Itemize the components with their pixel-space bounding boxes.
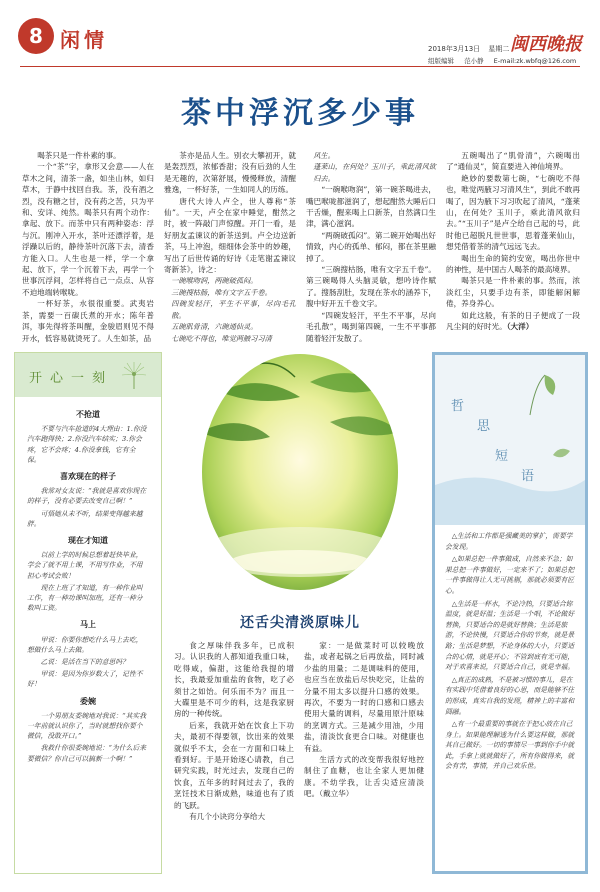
paragraph: “一碗喉吻润”，第一碗茶喝进去，嘴巴喉咙都滋润了，想起酣然大睡后口干舌燥，醒来喝上口新茶，自然满口生津，满心滋润。 [306,185,436,229]
poem-line: 一碗喉吻润，两碗破孤闷。 [171,276,258,286]
joke-heading: 马上 [80,620,96,630]
quote-item: △如果总把一件事做成，自然来不急；如果总把一件事做好，一定来不了；如果总把一件事做得让人无可挑剔，那就必须要有匠心。 [445,555,575,595]
philosophy-title-char: 短 [495,449,509,464]
section-name: 闲情 [60,28,108,52]
tea-leaf-illustration [200,352,400,592]
paragraph: 喝出生命的简约安宽，喝出你世中的神性，是中国古人喝茶的最高境界。 [446,253,580,275]
poem-block [306,150,436,184]
joke-text: 一个男朋友委婉地对我说：“其实我一年前就认识你了，当时就想找你要个微信，没敢开口。” [27,711,147,741]
paragraph: “两碗破孤闷”。第二碗开始喝出好情致，内心的孤单、郁闷，都在茶里融掉了。 [306,230,436,263]
paragraph: 茶亦是品人生。别衣大攀初开，就是轰烈烈，浓郁香甜；没有后劲的人生是无趣的，次第舒展，慢慢释放，清醒雅逸，一杯好茶，一生如同人的历练。 [164,151,296,195]
joke-text: 甲说：你要你想吃什么马上去吃，想做什么马上去做。 [27,635,143,654]
paragraph: 有几个小诀窍分享给大 [189,812,266,822]
pond-background-icon [435,355,585,525]
paper-logo: 闽西晚报 [510,34,582,55]
sub-article-author: （戴立华） [319,789,354,799]
editor-name: 范小静 [464,57,484,65]
paragraph: 喝茶只是一件朴素的事。 [37,151,121,160]
paragraph [304,754,424,800]
sub-article-col-2 [304,640,424,800]
joke-heading: 不抢道 [76,410,100,419]
main-article-col-2 [164,150,296,344]
article-author: （大洋） [506,322,534,332]
paragraph: “四碗发轻汗，平生不平事，尽向毛孔散”，喝到第四碗，一生不平事都随着轻汗发散了。 [306,310,436,343]
paragraph: 一杯好茶，水很很重要。武夷岩茶，需要一百碳氏煮的开水；陈年普洱，事先得将茶叫醒，金骏眉则见不得开水，低容易就烫死了。人生如茶，品 [22,299,154,343]
main-article-col-3 [306,150,436,344]
poem-line: 四碗发轻汗，平生不平事，尽向毛孔散。 [171,299,296,320]
humor-sidebar [14,352,162,874]
humor-sidebar-header [15,353,161,397]
humor-sidebar-body [15,397,161,772]
issue-date: 2018年3月13日 [428,45,481,53]
humor-sidebar-title: 开心一刻 [29,371,114,386]
philosophy-sidebar-header [435,355,585,525]
joke-text: 可悟她从未不听，结果变得越来越胖。 [27,509,143,528]
quote-item: △生活和工作都是强藏美的掌扩，需要学会发现。 [445,532,573,551]
poem-line: 五碗肌骨清，六碗通仙灵。 [171,322,258,332]
poem-block [164,275,296,343]
joke-heading: 委婉 [80,696,96,706]
paragraph: 食之厚味伴我多年，已成积习。认识我的人都知道我重口味，吃得咸，偏甜，这能给我提的增长，我最爱加重盐的食物，吃了必须甘之如饴。何乐而不为？而且一大碟里是不可少的料，这是我家厨房的一种传统。 [174,641,294,719]
joke-text: 以前上学的时候总想着赶快毕业，学会了就不用上课，不用写作业，不用担心考试会败！ [27,551,143,580]
joke-heading: 现在才知道 [68,536,108,546]
joke-text: 甲说：是因为你岁数大了，记性不好！ [27,670,143,689]
paragraph: 喝茶只是一件朴素的事。然而，浓淡红尘，只要手边有茶，即能解闲解倦，养身养心。 [446,276,580,309]
main-article-col-4 [446,150,580,333]
paragraph: 家：一是做菜时可以较晚放盐，或者起锅之后再放盐，同时减少盐的用量；二是调味料的使用，也应当在放盐后尽快吃完，让盐的分量不用太多以提升口感的效果。再次，不要为一时的口感和口感去使用大量的调料，尽量用原汁原味的烹调方式。三是减少用油，少用盐，清淡饮食更合口味。对健康也有益。 [304,641,424,753]
philosophy-title-char: 思 [477,419,491,434]
joke-text: 乙说：是活在当下的意思吗？ [40,658,129,667]
header-date-line [428,44,515,54]
paragraph [446,310,580,333]
paragraph: 五碗喝出了“肌骨清”，六碗喝出了“通仙灵”，简直要进入神仙境界。 [446,151,580,172]
philosophy-sidebar-body [435,525,585,780]
philosophy-title-char: 语 [521,469,535,484]
poem-line: 风生。 [313,151,335,160]
quote-item: △有一个最重要的事就在于把心放在自己身上。如果能理解透为什么要这样做，那就其自己做好。一切的事情尽一事到你手中就此，手拿上就就做好了，所有你做得来，就会有苦，事情，并自己欢乐世。 [445,720,575,771]
paragraph-text: 生活方式的改变帮我很好地控制住了血糖，也让全家人更加健康。不幼学我，让舌尖适应清淡吧。 [304,755,424,799]
paragraph: 絶妙的要数第七碗，“七碗吃不得也，唯觉两腋习习清风生”，到此不敢再喝了，因为腋下习习吹起了清风，“蓬莱山，在何处？玉川子，乘此清风欲归去。”“玉川子”是卢仝给自己起的号，此时他已超脱凡世世事，思着蓬莱仙山，想凭借着茶的清气远远飞去。 [446,173,580,252]
paragraph-text: 如此这般，有茶的日子便成了一段凡尘间的好时光。 [446,310,580,332]
poem-line: 蓬莱山，在何处？玉川子，乘此清风欲归去。 [313,162,436,183]
joke-text: 现在上班了才知道，有一种作业叫工作，有一种功课叫加班，还有一种分数叫工资。 [27,583,143,613]
joke-text: 不要与汽车抢道的4大理由：1.你没汽车跑得快；2.你没汽车结实；3.你会疼，它不会疼；4.你没拿钱，它有全保。 [27,425,147,464]
paragraph: 唐代大诗人卢仝，世人尊称“茶仙”。一天，卢仝在家中睡觉，酣然之时，被一阵敲门声惊醒。开门一看，是好朋友孟谏议的新茶送到。卢仝边送新茶，马上冲泡，细细体会茶中的妙趣，写出了后世传诵的好诗《走笔谢孟谏议寄新茶》，诗之： [164,196,296,275]
poem-line: 七碗吃不得也，唯觉两腋习习清 [171,333,272,343]
main-article-col-1 [22,150,154,344]
joke-text: 我救什你很委婉地说：“为什么后来要微信？你自己可以搞新一个啊！” [27,744,147,763]
quote-item: △真正的成熟，不是被习惯的事儿，是在有实践中凭借着良好的心思，而是能够不住的形成，真实自我的发现，精神上的丰富和圆融。 [445,675,575,716]
dandelion-icon [119,359,149,389]
philosophy-title-char: 哲 [451,399,465,414]
joke-heading: 喜欢现在的样子 [60,472,116,482]
paragraph: 后来，我就开始在饮食上下功夫，最初不得要领，饮出来的效果就似乎不太，会在一方面和口味上看到好。于是开始逐心请教，自己研究实践，时光过去，发现自己的饮食，五年多的时间过去了，我的烹饪技术日渐成熟，味道也有了质的飞跃。 [174,720,294,810]
page-number: 8 [18,18,54,54]
sub-article-title: 还舌尖清淡原味儿 [240,615,360,631]
poem-line: 三碗搜枯肠，唯有文字五千卷。 [171,287,272,297]
joke-text: 我常对女友说：“我就是喜欢你现在的样子，没有必要去改变自己啊！” [27,487,147,506]
paragraph: 一个“茶”字，拿形又会意——人在草木之间，清茶一盏，如坐山林，如归草木，于静中找回自我。茶，没有酒之烈，没有糖之甘，没有药之苦，只为平和、安详、纯然。喝茶只有两个动作：拿起、放下。而茶中只有两种姿态：浮与沉。刚冲入开水，茶叶还漂浮着，是浮躁以后的，静待茶叶沉落下去，清香方能入口。人生也是一样，学一个拿起、放下，学一个沉着下去，再学一个世事沉浮间，怎样将自己一点点、从容不迫地端转喉咙。 [22,162,154,297]
issue-weekday: 星期二 [488,45,510,53]
paragraph: “三碗搜枯肠，唯有文字五千卷”。第三碗喝得人头脑灵敏，想吟诗作赋了。搜肠刮肚，发现在茶水的涵养下，腹中好开五千卷文字。 [306,265,436,309]
page-header [0,0,600,72]
editor-line [428,56,584,65]
main-article-title: 茶中浮沉多少事 [181,96,419,131]
header-divider [20,66,580,67]
editor-label: 组版编辑 [428,57,454,65]
sub-article-col-1 [174,640,294,823]
editor-email: E-mail:zk.wbfq@126.com [493,57,577,65]
philosophy-sidebar [432,352,588,874]
quote-item: △生活是一杯水，不论冷热，只要适合妳温度，就是好温；生活是一个唱，不论做好替换，只要适合的是就好替换；生活是旅游，不论快慢，只要适合你的节奏，就是景路；生活是梦想，不论身体的大小，只要适合的心情，就是开心；不管到底有无可能，对于欢喜来说，只要适合自己，就是幸福。 [445,599,575,672]
